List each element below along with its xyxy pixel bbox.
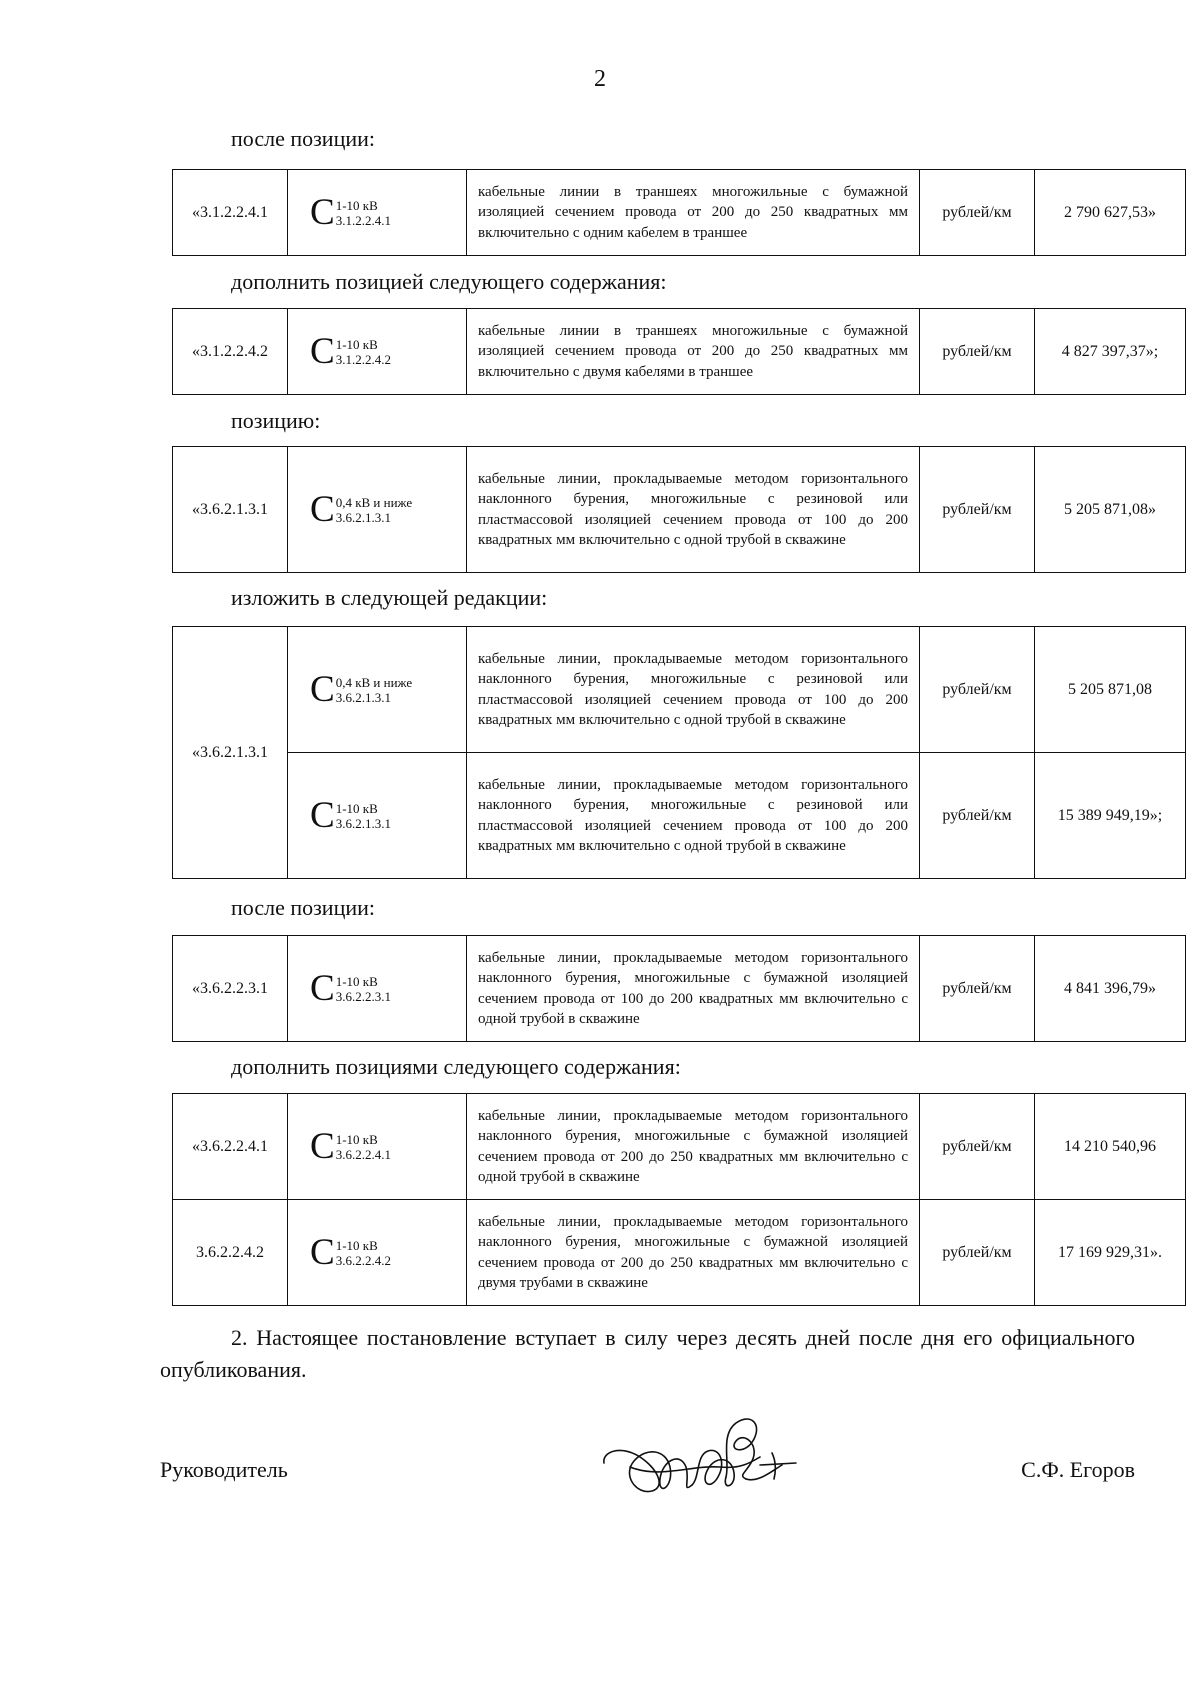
- symbol-letter: C: [310, 669, 335, 710]
- symbol-superscript: 1-10 кВ: [335, 1131, 378, 1147]
- signatory-name: С.Ф. Егоров: [1021, 1457, 1135, 1482]
- price: 15 389 949,19»;: [1035, 753, 1186, 879]
- symbol-subscript: 3.6.2.2.4.1: [335, 1146, 391, 1162]
- tariff-table: [172, 626, 1186, 879]
- price: 2 790 627,53»: [1035, 170, 1186, 256]
- description: кабельные линии, прокладываемые методом горизонтального наклонного бурения, многожильные с резиновой или пластмассовой изоляцией сечением провода от 100 до 200 квадратных мм включительно с одной трубой в скважине: [467, 753, 920, 879]
- caption-after-position: после позиции:: [231, 126, 375, 151]
- symbol-superscript: 0,4 кВ и ниже: [335, 674, 413, 690]
- table-row: [173, 1200, 1186, 1306]
- symbol-letter: C: [310, 968, 335, 1009]
- description: кабельные линии в траншеях многожильные с бумажной изоляцией сечением провода от 200 до 250 квадратных мм включительно с двумя кабелями в траншее: [467, 309, 920, 395]
- caption-new-edition: изложить в следующей редакции:: [231, 585, 548, 610]
- symbol-letter: C: [310, 795, 335, 836]
- table-row: [173, 309, 1186, 395]
- unit: рублей/км: [920, 753, 1035, 879]
- description: кабельные линии, прокладываемые методом горизонтального наклонного бурения, многожильные с резиновой или пластмассовой изоляцией сечением провода от 100 до 200 квадратных мм включительно с одной трубой в скважине: [467, 447, 920, 573]
- tariff-table: [172, 308, 1186, 395]
- symbol-superscript: 1-10 кВ: [335, 336, 378, 352]
- unit: рублей/км: [920, 1094, 1035, 1200]
- rate-symbol: [288, 170, 467, 256]
- position-code: «3.1.2.2.4.1: [173, 170, 288, 256]
- symbol-letter: C: [310, 489, 335, 530]
- unit: рублей/км: [920, 309, 1035, 395]
- description: кабельные линии, прокладываемые методом горизонтального наклонного бурения, многожильные с резиновой или пластмассовой изоляцией сечением провода от 100 до 200 квадратных мм включительно с одной трубой в скважине: [467, 627, 920, 753]
- symbol-subscript: 3.1.2.2.4.1: [335, 212, 391, 228]
- symbol-subscript: 3.1.2.2.4.2: [335, 351, 391, 367]
- table-row: [173, 1094, 1186, 1200]
- symbol-superscript: 0,4 кВ и ниже: [335, 494, 413, 510]
- paragraph-effective-date: 2. Настоящее постановление вступает в силу через десять дней после дня его официального опубликования.: [160, 1325, 1135, 1382]
- tariff-table: [172, 446, 1186, 573]
- position-code: «3.6.2.2.3.1: [173, 936, 288, 1042]
- symbol-letter: C: [310, 331, 335, 372]
- rate-symbol: [288, 309, 467, 395]
- table-row: [173, 627, 1186, 753]
- tariff-table: [172, 1093, 1186, 1306]
- rate-symbol: [288, 447, 467, 573]
- caption-add-position: дополнить позицией следующего содержания:: [231, 269, 667, 294]
- rate-symbol: [288, 1094, 467, 1200]
- price: 4 841 396,79»: [1035, 936, 1186, 1042]
- symbol-superscript: 1-10 кВ: [335, 800, 378, 816]
- price: 14 210 540,96: [1035, 1094, 1186, 1200]
- symbol-letter: C: [310, 1126, 335, 1167]
- table-row: [173, 936, 1186, 1042]
- handwritten-signature: [600, 1405, 800, 1515]
- price: 4 827 397,37»;: [1035, 309, 1186, 395]
- rate-symbol: [288, 627, 467, 753]
- rate-symbol: [288, 936, 467, 1042]
- position-code: 3.6.2.2.4.2: [173, 1200, 288, 1306]
- unit: рублей/км: [920, 447, 1035, 573]
- signatory-position: Руководитель: [160, 1457, 288, 1482]
- caption-after-position: после позиции:: [231, 895, 375, 920]
- price: 17 169 929,31».: [1035, 1200, 1186, 1306]
- description: кабельные линии в траншеях многожильные с бумажной изоляцией сечением провода от 200 до 250 квадратных мм включительно с одним кабелем в траншее: [467, 170, 920, 256]
- symbol-subscript: 3.6.2.2.4.2: [335, 1252, 391, 1268]
- description: кабельные линии, прокладываемые методом горизонтального наклонного бурения, многожильные с бумажной изоляцией сечением провода от 100 до 200 квадратных мм включительно с одной трубой в скважине: [467, 936, 920, 1042]
- symbol-superscript: 1-10 кВ: [335, 197, 378, 213]
- unit: рублей/км: [920, 936, 1035, 1042]
- symbol-letter: C: [310, 192, 335, 233]
- rate-symbol: [288, 1200, 467, 1306]
- price: 5 205 871,08»: [1035, 447, 1186, 573]
- rate-symbol: [288, 753, 467, 879]
- unit: рублей/км: [920, 1200, 1035, 1306]
- unit: рублей/км: [920, 627, 1035, 753]
- table-row: [173, 447, 1186, 573]
- table-row: [173, 170, 1186, 256]
- caption-position: позицию:: [231, 408, 321, 433]
- tariff-table: [172, 169, 1186, 256]
- symbol-subscript: 3.6.2.1.3.1: [335, 509, 391, 525]
- table-row: [173, 753, 1186, 879]
- symbol-superscript: 1-10 кВ: [335, 973, 378, 989]
- position-code: «3.6.2.1.3.1: [173, 627, 288, 879]
- description: кабельные линии, прокладываемые методом горизонтального наклонного бурения, многожильные с бумажной изоляцией сечением провода от 200 до 250 квадратных мм включительно с одной трубой в скважине: [467, 1094, 920, 1200]
- symbol-superscript: 1-10 кВ: [335, 1237, 378, 1253]
- description: кабельные линии, прокладываемые методом горизонтального наклонного бурения, многожильные с бумажной изоляцией сечением провода от 200 до 250 квадратных мм включительно с двумя трубами в скважине: [467, 1200, 920, 1306]
- tariff-table: [172, 935, 1186, 1042]
- symbol-letter: C: [310, 1232, 335, 1273]
- symbol-subscript: 3.6.2.1.3.1: [335, 815, 391, 831]
- symbol-subscript: 3.6.2.1.3.1: [335, 689, 391, 705]
- symbol-subscript: 3.6.2.2.3.1: [335, 988, 391, 1004]
- price: 5 205 871,08: [1035, 627, 1186, 753]
- caption-add-positions: дополнить позициями следующего содержания:: [231, 1054, 681, 1079]
- position-code: «3.6.2.1.3.1: [173, 447, 288, 573]
- page-number: 2: [594, 66, 606, 92]
- position-code: «3.6.2.2.4.1: [173, 1094, 288, 1200]
- position-code: «3.1.2.2.4.2: [173, 309, 288, 395]
- unit: рублей/км: [920, 170, 1035, 256]
